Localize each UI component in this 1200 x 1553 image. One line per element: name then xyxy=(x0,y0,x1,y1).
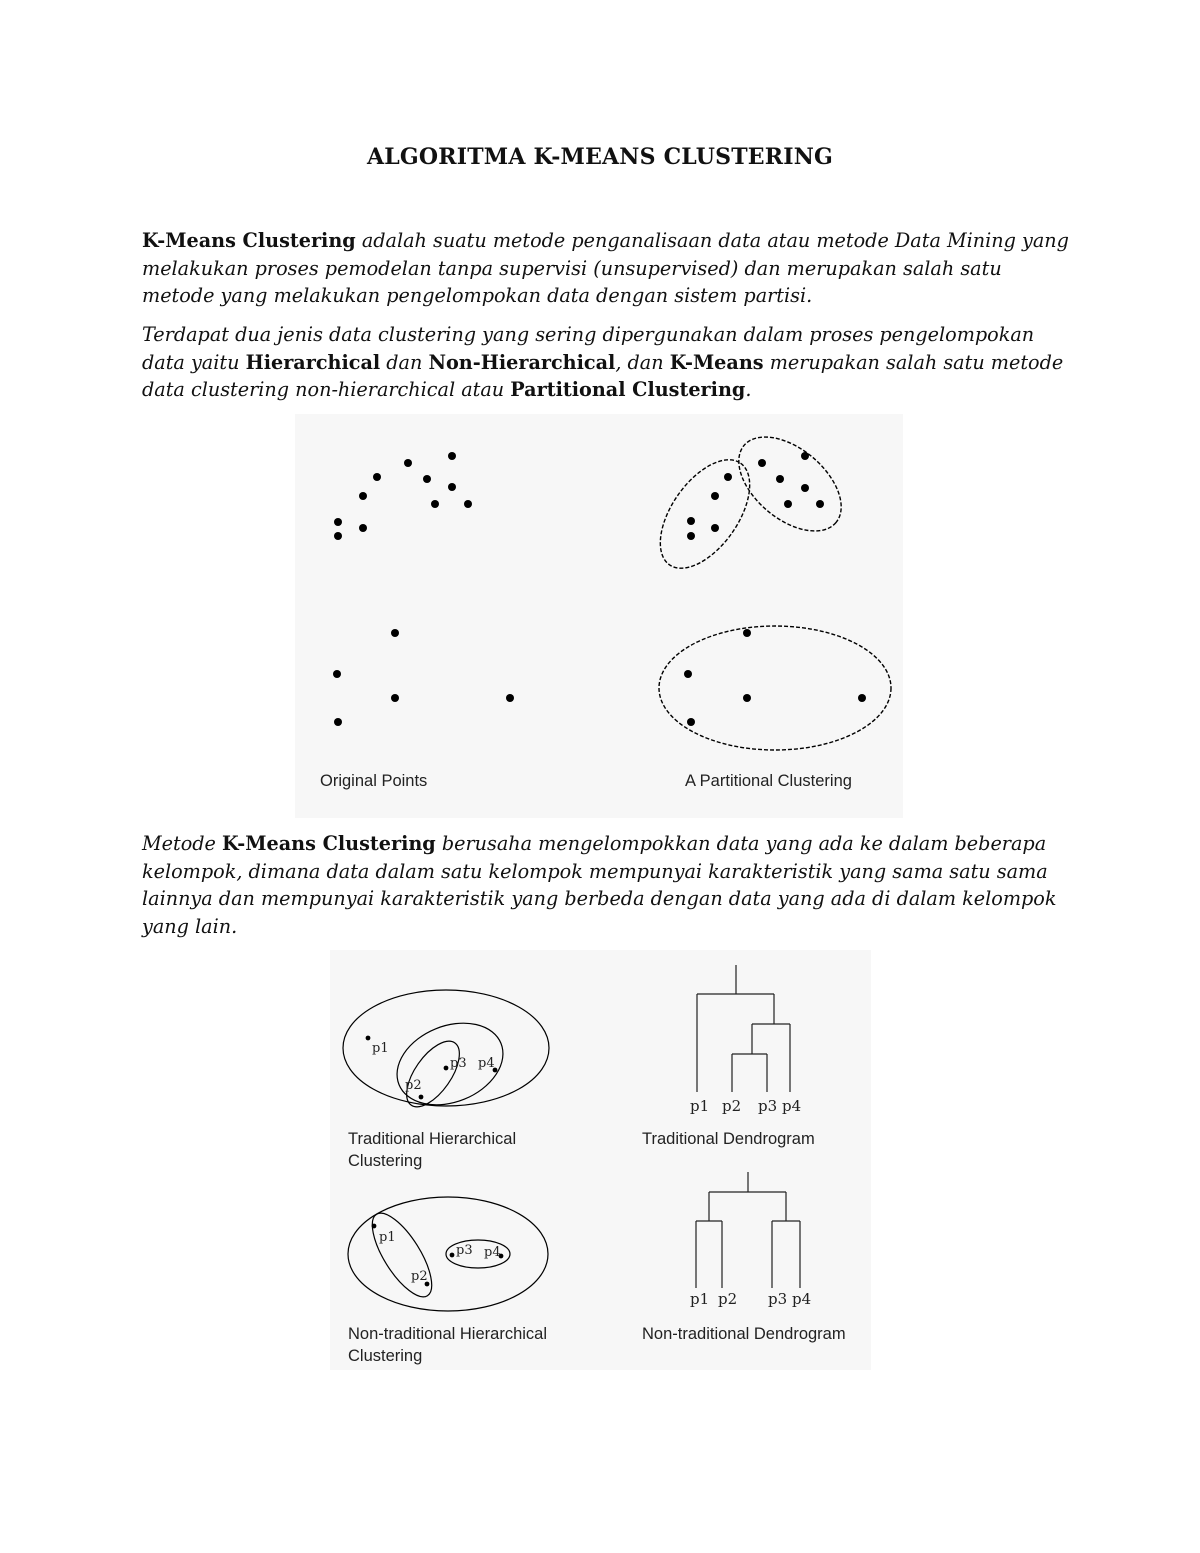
caption-nontraditional-hierarchical-2: Clustering xyxy=(348,1347,423,1365)
dendro-label-p1: p1 xyxy=(690,1290,710,1308)
point xyxy=(419,1095,424,1100)
nontraditional-ellipses xyxy=(348,1197,548,1311)
partitional-diagram xyxy=(295,414,903,818)
figure-partitional-clustering xyxy=(295,414,903,818)
point xyxy=(724,473,732,481)
point xyxy=(448,452,456,460)
dendro-label-p3: p3 xyxy=(768,1290,788,1308)
caption-traditional-dendrogram: Traditional Dendrogram xyxy=(642,1130,815,1148)
traditional-dendrogram xyxy=(697,965,790,1092)
cluster-ellipse-left xyxy=(642,444,767,583)
original-points-bottom xyxy=(333,629,514,726)
inner-ellipse xyxy=(396,1033,469,1116)
point xyxy=(448,483,456,491)
label-p4: p4 xyxy=(478,1056,495,1071)
point xyxy=(404,459,412,467)
dendro-label-p4: p4 xyxy=(782,1097,802,1115)
point xyxy=(776,475,784,483)
dendro-label-p3: p3 xyxy=(758,1097,778,1115)
text-span: Metode xyxy=(142,832,223,855)
text-span: . xyxy=(745,378,752,401)
point xyxy=(801,452,809,460)
dendro-label-p4: p4 xyxy=(792,1290,812,1308)
hierarchical-diagram xyxy=(330,950,871,1370)
caption-traditional-hierarchical-2: Clustering xyxy=(348,1152,423,1170)
point xyxy=(334,518,342,526)
text-span: Terdapat dua jenis data clustering yang sering dipergunakan dalam proses pengelompokan data yaitu xyxy=(142,323,1035,374)
paragraph-method xyxy=(142,830,1072,940)
point xyxy=(391,694,399,702)
label-p1: p1 xyxy=(379,1230,396,1245)
point xyxy=(784,500,792,508)
label-p2: p2 xyxy=(405,1078,422,1093)
paragraph-types xyxy=(142,321,1072,404)
dendro-label-p2: p2 xyxy=(718,1290,738,1308)
text-span: , dan xyxy=(615,350,670,374)
point xyxy=(334,532,342,540)
dendro-label-p2: p2 xyxy=(722,1097,742,1115)
caption-original-points: Original Points xyxy=(320,772,428,790)
point xyxy=(801,484,809,492)
caption-nontraditional-hierarchical-1: Non-traditional Hierarchical xyxy=(348,1325,547,1343)
term-kmeans: K-Means Clustering xyxy=(142,229,356,252)
point xyxy=(450,1253,455,1258)
point xyxy=(423,475,431,483)
point xyxy=(758,459,766,467)
label-p3: p3 xyxy=(450,1056,467,1071)
definition-text: adalah suatu metode penganalisaan data atau metode Data Mining yang melakukan proses pemodelan tanpa supervisi (unsupervised) dan merupakan salah satu metode yang melakukan pengelompokan data dengan sistem partisi. xyxy=(142,229,1069,307)
point xyxy=(333,670,341,678)
text-span: merupakan salah satu metode data clustering non-hierarchical atau xyxy=(142,350,1064,401)
point xyxy=(366,1036,371,1041)
text-span: berusaha mengelompokkan data yang ada ke dalam beberapa kelompok, dimana data dalam satu kelompok mempunyai karakteristik yang sama satu sama lainnya dan mempunyai karakteristik yang berbeda dengan data yang ada di dalam kelompok yang lain. xyxy=(142,832,1057,938)
cluster-ellipses xyxy=(642,419,891,750)
point xyxy=(684,670,692,678)
paragraph-definition xyxy=(142,227,1072,310)
point xyxy=(711,524,719,532)
caption-partitional-clustering: A Partitional Clustering xyxy=(685,772,852,790)
left-ellipse xyxy=(361,1205,442,1305)
point xyxy=(743,629,751,637)
label-p3: p3 xyxy=(456,1243,473,1258)
point xyxy=(711,492,719,500)
label-p2: p2 xyxy=(411,1269,428,1284)
nontraditional-dendrogram xyxy=(696,1172,800,1288)
term-partitional: Partitional Clustering xyxy=(510,378,746,401)
point xyxy=(743,694,751,702)
label-p4: p4 xyxy=(484,1245,501,1260)
label-p1: p1 xyxy=(372,1041,389,1056)
point xyxy=(687,517,695,525)
term-kmeans: K-Means xyxy=(669,350,764,374)
page-title: ALGORITMA K-MEANS CLUSTERING xyxy=(366,144,834,170)
term-kmeans-clustering: K-Means Clustering xyxy=(222,832,436,855)
caption-traditional-hierarchical-1: Traditional Hierarchical xyxy=(348,1130,517,1148)
clustered-points-bottom xyxy=(684,629,866,726)
point xyxy=(816,500,824,508)
cluster-ellipse-right xyxy=(722,419,859,550)
caption-nontraditional-dendrogram: Non-traditional Dendrogram xyxy=(642,1325,846,1343)
original-points-top xyxy=(334,452,472,540)
point xyxy=(372,1224,377,1229)
point xyxy=(444,1066,449,1071)
point xyxy=(687,532,695,540)
term-non-hierarchical: Non-Hierarchical xyxy=(428,350,616,374)
point xyxy=(687,718,695,726)
point xyxy=(431,500,439,508)
point xyxy=(506,694,514,702)
figure-hierarchical-clustering xyxy=(330,950,871,1370)
term-hierarchical: Hierarchical xyxy=(245,350,381,374)
point xyxy=(391,629,399,637)
point xyxy=(464,500,472,508)
dendro-label-p1: p1 xyxy=(690,1097,710,1115)
point xyxy=(359,524,367,532)
point xyxy=(373,473,381,481)
point xyxy=(359,492,367,500)
cluster-ellipse-bottom xyxy=(659,626,891,750)
point xyxy=(334,718,342,726)
text-span: dan xyxy=(380,350,429,374)
clustered-points-top xyxy=(687,452,824,540)
point xyxy=(858,694,866,702)
